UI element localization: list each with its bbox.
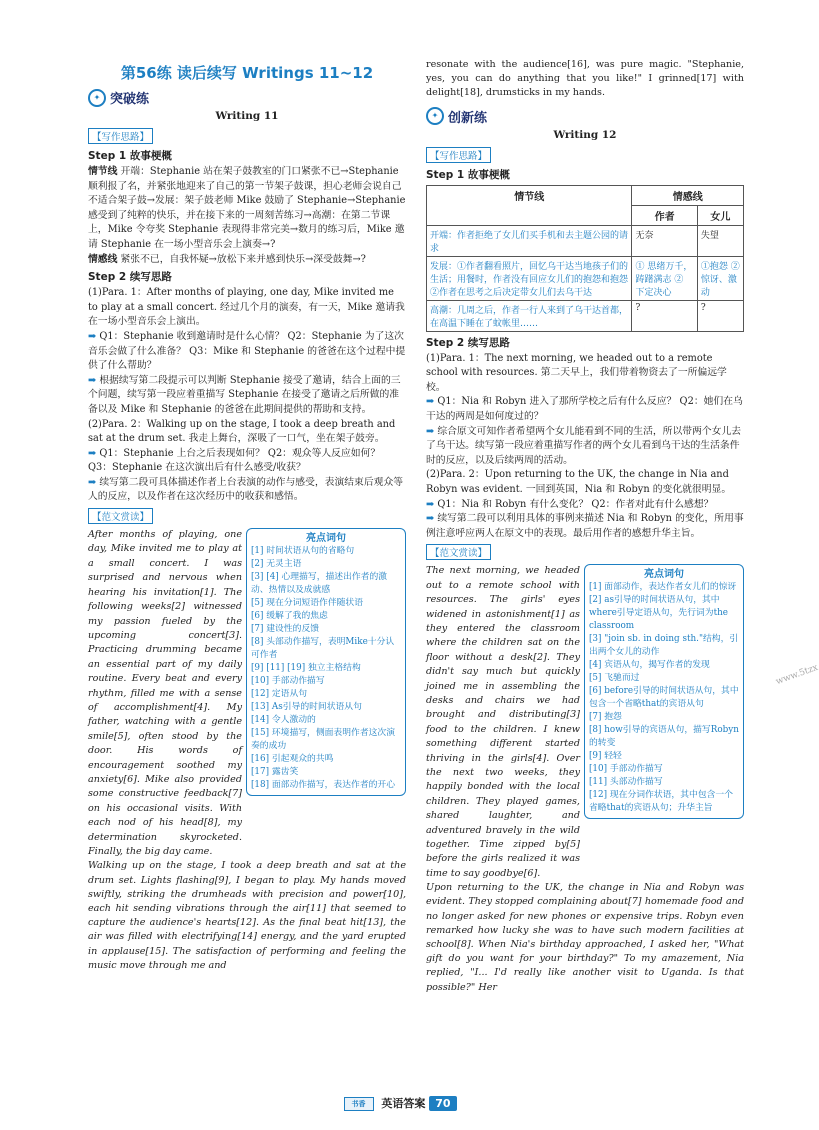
arrow-icon: ➡ [426,396,435,408]
highlight-item: [6] 缓解了我的焦虑 [251,611,328,622]
table-cell-plot: 开端：作者拒绝了女儿们买手机和去主题公园的请求 [427,225,632,256]
arrow-icon: ➡ [426,498,435,510]
highlight-item: [6] before引导的时间状语从句，其中包含一个省略that的宾语从句 [589,686,739,710]
table-header-author: 作者 [632,205,697,225]
highlight-item: [13] As引导的时间状语从句 [251,702,362,713]
table-cell-plot: 高潮：几周之后，作者一行人来到了乌干达首都，在高温下睡在了蚊帐里…… [427,300,632,331]
publisher-logo: 书香 [344,1097,374,1111]
table-cell-author: 无奈 [632,225,697,256]
model-essay-para1: The next morning, we headed out to a remote school with resources. The girls' eyes widened in astonishment[1] as they entered the classroom where the children sat on the floor without a desk[2]. They didn't say much but quickly joined me in assembling the desks and chairs we had brought and distributing[3] food to the children. I knew something different started thriving in the girls[4]. Over the next two weeks, they happily bonded with the local children. They played games, shared laughter, and adventured bravely in the wild together. Time zipped by[5] before the girls realized it was time to say goodbye[6]. [426,565,580,879]
highlights-list [589,581,739,815]
analysis-2: ➡ 续写第二段可具体描述作者上台表演的动作与感受，表演结束后观众等人的反应，以及作者在这次经历中的收获和感悟。 [88,476,404,503]
questions-1: ➡ Q1：Stephanie 收到邀请时是什么心情？ Q2：Stephanie 为了这次音乐会做了什么准备？ Q3：Mike 和 Stephanie 的爸爸在这个过程中提供了什么帮助？ [88,330,406,372]
model-essay-block [88,528,406,859]
highlights-title: 亮点词句 [644,569,684,581]
highlights-title: 亮点词句 [306,533,346,545]
highlight-item: [10] 手部动作描写 [589,764,663,775]
plot-line: 情节线 开端：Stephanie 站在架子鼓教室的门口紧张不已→Stephanie 顺利报了名，并紧张地迎来了自己的第一节架子鼓课，担心老师会说自己不适合架子鼓→发展：架子鼓老师 Mike 鼓励了 Stephanie→Stephanie 感受到了纯粹的快乐，并在接下来的一周刻苦练习→高潮：在第二节课上，Mike 令夸奖 Stephanie 表现得非常完美→数月的练习后，Mike 邀请 Stephanie 在一场小型音乐会上演奏→? [88,166,406,250]
highlight-item: [4] 宾语从句，揭写作者的发现 [589,660,710,671]
highlight-item: [8] how引导的宾语从句，描写Robyn的转变 [589,725,739,749]
table-header-emotion: 情感线 [632,185,744,205]
essay-continuation: resonate with the audience[16], was pure magic. "Stephanie, yes, you can do anything that you like!" I grinned[17] with delight[18], drumsticks in my hands. [426,59,744,99]
arrow-icon: ➡ [88,374,97,386]
left-column [88,86,406,973]
table-header-plot: 情节线 [427,185,632,225]
highlight-item: [11] 头部动作描写 [589,777,663,788]
emotion-line: 情感线 紧张不已，自我怀疑→放松下来并感到快乐→深受鼓舞→? [88,253,366,265]
table-header-daughter: 女儿 [697,205,743,225]
step2-heading: Step 2 续写思路 [426,336,510,349]
highlight-item: [16] 引起观众的共鸣 [251,754,334,765]
highlights-box [246,528,406,796]
section-heading: ✦ 突破练 [88,88,406,107]
highlight-item: [3] "join sb. in doing sth."结构，引出两个女儿的动作 [589,634,739,658]
arrow-icon: ➡ [426,513,435,525]
right-column [426,58,744,995]
page-footer [0,1095,800,1111]
arrow-icon: ➡ [88,476,97,488]
questions-2: ➡ Q1：Nia 和 Robyn 有什么变化？ Q2：作者对此有什么感想？ [426,498,714,510]
highlight-item: [9] 轻轻 [589,751,622,762]
highlights-box [584,564,744,819]
highlight-item: [1] 时间状语从句的省略句 [251,546,355,557]
highlight-item: [5] 飞驰而过 [589,673,640,684]
highlight-item: [17] 露齿笑 [251,767,299,778]
highlight-item: [2] 无灵主语 [251,559,302,570]
arrow-icon: ➡ [88,447,97,459]
step2-heading: Step 2 续写思路 [88,271,172,284]
table-cell-daughter: ①抱怨 ②惊讶、激动 [697,256,743,300]
step1-heading: Step 1 故事梗概 [88,150,172,162]
writing-title: Writing 12 [553,128,617,141]
watermark: www.5tzx [774,662,819,688]
highlight-item: [3] [4] 心理描写，描述出作者的激动、热情以及成就感 [251,572,388,596]
table-cell-author: ? [632,300,697,331]
highlight-item: [2] as引导的时间状语从句，其中where引导定语从句，先行词为the classroom [589,595,728,632]
highlight-item: [1] 面部动作，表达作者女儿们的惊讶 [589,582,737,593]
table-row [427,300,744,331]
plot-table [426,185,744,332]
highlight-item: [5] 现在分词短语作伴随状语 [251,598,364,609]
highlight-item: [12] 定语从句 [251,689,308,700]
arrow-icon: ➡ [426,425,435,437]
para2-prompt: (2)Para. 2：Upon returning to the UK, the change in Nia and Robyn was evident. 一回到英国，Nia 和 Robyn 的变化就很明显。 [426,469,732,495]
table-cell-author: ① 思绪万千，踌躇满志 ② 下定决心 [632,256,697,300]
page-number: 70 [429,1096,456,1111]
tag-model: 【范文赏读】 [426,544,491,560]
highlight-item: [10] 手部动作描写 [251,676,325,687]
footer-label: 英语答案 [381,1097,426,1110]
table-row [427,256,744,300]
model-essay-para2: Upon returning to the UK, the change in Nia and Robyn was evident. They stopped complaining about[7] homemade food and no longer asked for new phones or expensive trips. Robyn even remarked how lucky she was to have such modern facilities at school[8]. When Nia's birthday approached, I asked her, "What gift do you want for your birthday?" To my amazement, Nia replied, "I... I'd really like another visit to Uganda. Is that possible?" Her [426,882,744,993]
analysis-2: ➡ 续写第二段可以利用具体的事例来描述 Nia 和 Robyn 的变化，所用事例注意呼应两人在原文中的表现。最后用作者的感想升华主旨。 [426,513,744,539]
badge-icon: ✦ [426,107,444,125]
step1-heading: Step 1 故事梗概 [426,168,510,181]
analysis-1: ➡ 根据续写第二段提示可以判断 Stephanie 接受了邀请，结合上面的三个问题，续写第一段应着重描写 Stephanie 在接受了邀请之后所做的准备以及 Mike 和 Stephanie 的爸爸在此期间提供的帮助和支持。 [88,374,401,415]
para1-prompt: (1)Para. 1：The next morning, we headed out to a remote school with resources. 第二天早上，我们带着物资去了一所偏远学校。 [426,352,727,393]
table-cell-plot: 发展：①作者翻看照片，回忆乌干达当地孩子们的生活；用餐时，作者没有回应女儿们的抱怨和抱怨 ②作者在思考之后决定带女儿们去乌干达 [427,256,632,300]
tag-model: 【范文赏读】 [88,508,153,524]
model-essay-para1: After months of playing, one day, Mike invited me to play at a small concert. I was surprised and nervous when hearing his invitation[1]. The following weeks[2] witnessed my passion fueled by the upcoming concert[3]. Practicing drumming became an essential part of my daily routine. Every beat and every rhythm, filled me with a sense of accomplishment[4]. My father, watching with a gentle smile[5], often stood by the door. His words of encouragement soothed my anxiety[6]. Mike also provided some constructive feedback[7] on his occasional visits. With each nod of his head[8], my determination skyrocketed. Finally, the big day came. [88,529,242,857]
table-cell-daughter: 失望 [697,225,743,256]
model-essay-para2: Walking up on the stage, I took a deep breath and sat at the drum set. Lights flashing[9], I began to play. My hands moved swiftly, striking the drumheads with precision and power[10], each hit sending vibrations through the air[11] that seemed to capture the audience's hearts[12]. As the final beat hit[13], the air was filled with electrifying[14] energy, and the yard erupted in applause[15]. The satisfaction of performing and feeling the music move through me and [88,860,406,971]
tag-thinking: 【写作思路】 [88,128,153,144]
para1-prompt: (1)Para. 1：After months of playing, one day, Mike invited me to play at a small concert. 经过几个月的演奏，有一天，Mike 邀请我在一场小型音乐会上演出。 [88,287,405,328]
model-essay-block [426,564,744,881]
questions-1: ➡ Q1：Nia 和 Robyn 进入了那所学校之后有什么反应？ Q2：她们在乌干达的两周是如何度过的？ [426,396,743,422]
highlight-item: [7] 建设性的反馈 [251,624,320,635]
highlight-item: [12] 现在分词作状语，其中包含一个省略that的宾语从句；升华主旨 [589,790,734,814]
highlight-item: [15] 环境描写，侧面表明作者这次演奏的成功 [251,728,396,752]
highlight-item: [14] 令人激动的 [251,715,316,726]
writing-title: Writing 11 [215,110,279,122]
highlight-item: [7] 抱怨 [589,712,622,723]
para2-prompt: (2)Para. 2：Walking up on the stage, I took a deep breath and sat at the drum set. 我走上舞台，深吸了一口气，坐在架子鼓旁。 [88,418,396,445]
highlight-item: [8] 头部动作描写，表明Mike十分认可作者 [251,637,395,661]
tag-thinking: 【写作思路】 [426,147,491,163]
analysis-1: ➡ 综合原文可知作者希望两个女儿能看到不同的生活，所以带两个女儿去了乌干达。续写第一段应着重描写作者的两个女儿看到乌干达的生活条件时的反应，以及后续两周的活动。 [426,425,742,466]
highlight-item: [9] [11] [19] 独立主格结构 [251,663,361,674]
table-cell-daughter: ? [697,300,743,331]
highlights-list [251,545,401,792]
page-title: 第56练 读后续写 Writings 11~12 [120,64,374,82]
badge-icon: ✦ [88,89,106,107]
highlight-item: [18] 面部动作描写，表达作者的开心 [251,780,396,791]
questions-2: ➡ Q1：Stephanie 上台之后表现如何？ Q2：观众等人反应如何？ Q3：Stephanie 在这次演出后有什么感受/收获？ [88,447,381,474]
table-header-row [427,185,744,205]
table-row [427,225,744,256]
arrow-icon: ➡ [88,330,97,342]
section-heading: ✦ 创新练 [426,107,744,126]
